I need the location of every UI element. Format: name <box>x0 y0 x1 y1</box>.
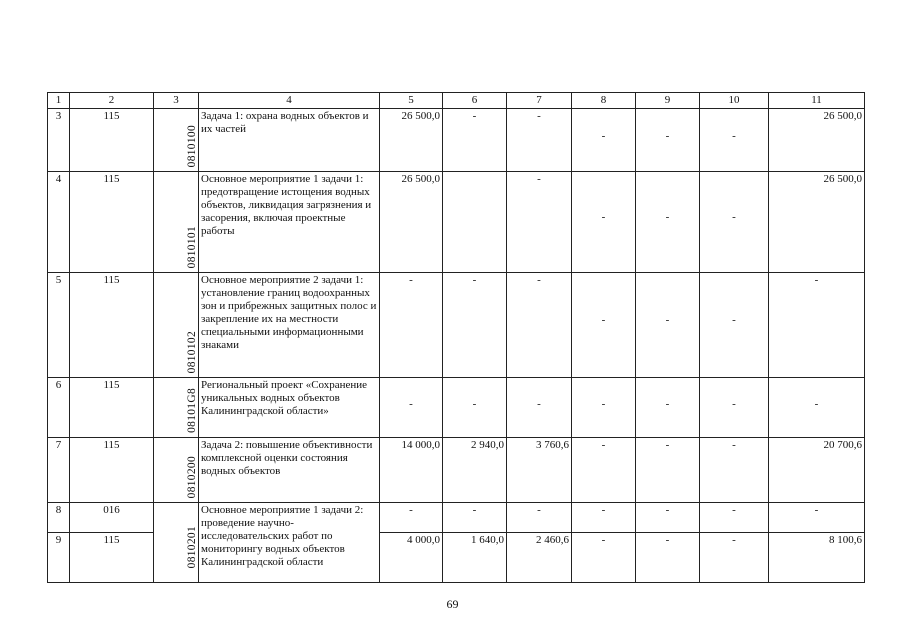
value-col-7: 3 760,6 <box>507 438 572 503</box>
value-col-6: - <box>443 273 507 378</box>
table-row <box>48 378 865 438</box>
header-col-8: 8 <box>572 93 636 109</box>
value-col-6: 1 640,0 <box>443 533 507 583</box>
value-col-11: 8 100,6 <box>769 533 865 583</box>
row-number: 5 <box>48 273 70 378</box>
header-col-4: 4 <box>199 93 380 109</box>
value-col-11: 20 700,6 <box>769 438 865 503</box>
value-col-7 <box>507 378 572 438</box>
value-col-8 <box>572 172 636 273</box>
value-col-5: - <box>380 503 443 533</box>
value-col-9 <box>636 172 700 273</box>
header-col-2: 2 <box>70 93 154 109</box>
header-col-6: 6 <box>443 93 507 109</box>
value-col-6-text: - <box>472 398 477 410</box>
value-col-6: - <box>443 503 507 533</box>
value-col-8: - <box>572 438 636 503</box>
value-col-7-text: - <box>537 398 541 410</box>
value-col-6: 2 940,0 <box>443 438 507 503</box>
admin-code: 115 <box>70 109 154 172</box>
value-col-8-text: - <box>601 314 606 326</box>
value-col-7: - <box>507 503 572 533</box>
value-col-11: 26 500,0 <box>769 172 865 273</box>
value-col-11-text: - <box>814 398 819 410</box>
value-col-9 <box>636 378 700 438</box>
value-col-7: 2 460,6 <box>507 533 572 583</box>
description: Основное мероприятие 1 задачи 2: проведение научно-исследовательских работ по мониторингу водных объектов Калининградской области <box>199 503 380 583</box>
value-col-7: - <box>507 109 572 172</box>
header-row <box>48 93 865 109</box>
value-col-7: - <box>507 273 572 378</box>
row-number: 7 <box>48 438 70 503</box>
value-col-10: - <box>700 533 769 583</box>
kbk-code <box>154 438 199 503</box>
description: Основное мероприятие 1 задачи 1: предотвращение истощения водных объектов, ликвидация загрязнения и засорения, включая проектные работы <box>199 172 380 273</box>
value-col-8-text: - <box>601 211 606 223</box>
header-col-10: 10 <box>700 93 769 109</box>
description: Задача 1: охрана водных объектов и их частей <box>199 109 380 172</box>
row-number: 4 <box>48 172 70 273</box>
value-col-10-text: - <box>732 314 736 326</box>
admin-code: 115 <box>70 533 154 583</box>
admin-code: 115 <box>70 438 154 503</box>
row-number: 9 <box>48 533 70 583</box>
value-col-10-text: - <box>732 130 736 142</box>
value-col-10: - <box>700 438 769 503</box>
value-col-8 <box>572 273 636 378</box>
value-col-5-text: - <box>409 398 413 410</box>
kbk-code-text: 0810201 <box>186 525 198 568</box>
value-col-10 <box>700 378 769 438</box>
value-col-9: - <box>636 438 700 503</box>
value-col-11: 26 500,0 <box>769 109 865 172</box>
value-col-5: 14 000,0 <box>380 438 443 503</box>
admin-code: 115 <box>70 273 154 378</box>
header-col-11: 11 <box>769 93 865 109</box>
value-col-10 <box>700 172 769 273</box>
kbk-code-text: 0810101 <box>186 225 198 268</box>
table-row <box>48 503 865 533</box>
value-col-10-text: - <box>732 398 736 410</box>
value-col-6: - <box>443 109 507 172</box>
value-col-9-text: - <box>665 211 670 223</box>
value-col-7: - <box>507 172 572 273</box>
value-col-11: - <box>769 503 865 533</box>
description: Основное мероприятие 2 задачи 1: установление границ водоохранных зон и прибрежных защитных полос и закрепление их на местности специальными информационными знаками <box>199 273 380 378</box>
kbk-code-text: 0810200 <box>186 455 198 498</box>
value-col-5: 26 500,0 <box>380 109 443 172</box>
kbk-code-text: 08101G8 <box>186 388 198 433</box>
value-col-8: - <box>572 503 636 533</box>
value-col-6 <box>443 378 507 438</box>
kbk-code-text: 0810102 <box>186 330 198 373</box>
value-col-9-text: - <box>665 130 670 142</box>
table-row <box>48 438 865 503</box>
value-col-9-text: - <box>665 314 670 326</box>
value-col-9: - <box>636 533 700 583</box>
admin-code: 115 <box>70 378 154 438</box>
value-col-10 <box>700 109 769 172</box>
table-row <box>48 172 865 273</box>
value-col-11 <box>769 378 865 438</box>
value-col-8 <box>572 109 636 172</box>
value-col-8-text: - <box>601 130 606 142</box>
row-number: 6 <box>48 378 70 438</box>
value-col-5 <box>380 378 443 438</box>
table-row <box>48 273 865 378</box>
value-col-5: 4 000,0 <box>380 533 443 583</box>
value-col-10 <box>700 273 769 378</box>
value-col-9 <box>636 273 700 378</box>
value-col-8: - <box>572 533 636 583</box>
value-col-9-text: - <box>665 398 670 410</box>
value-col-9 <box>636 109 700 172</box>
kbk-code <box>154 378 199 438</box>
admin-code: 115 <box>70 172 154 273</box>
row-number: 3 <box>48 109 70 172</box>
kbk-code-text: 0810100 <box>186 124 198 167</box>
row-number: 8 <box>48 503 70 533</box>
kbk-code <box>154 109 199 172</box>
header-col-5: 5 <box>380 93 443 109</box>
value-col-6 <box>443 172 507 273</box>
description: Региональный проект «Сохранение уникальных водных объектов Калининградской области» <box>199 378 380 438</box>
description: Задача 2: повышение объективности комплексной оценки состояния водных объектов <box>199 438 380 503</box>
header-col-9: 9 <box>636 93 700 109</box>
admin-code: 016 <box>70 503 154 533</box>
page-number: 69 <box>446 597 459 611</box>
header-col-1: 1 <box>48 93 70 109</box>
budget-table <box>47 92 865 583</box>
kbk-code <box>154 172 199 273</box>
header-col-3: 3 <box>154 93 199 109</box>
value-col-5: - <box>380 273 443 378</box>
kbk-code <box>154 273 199 378</box>
kbk-code <box>154 503 199 583</box>
header-col-7: 7 <box>507 93 572 109</box>
value-col-8-text: - <box>601 398 606 410</box>
value-col-5: 26 500,0 <box>380 172 443 273</box>
value-col-8 <box>572 378 636 438</box>
value-col-10-text: - <box>732 211 736 223</box>
table-row <box>48 109 865 172</box>
value-col-10: - <box>700 503 769 533</box>
value-col-11: - <box>769 273 865 378</box>
value-col-9: - <box>636 503 700 533</box>
